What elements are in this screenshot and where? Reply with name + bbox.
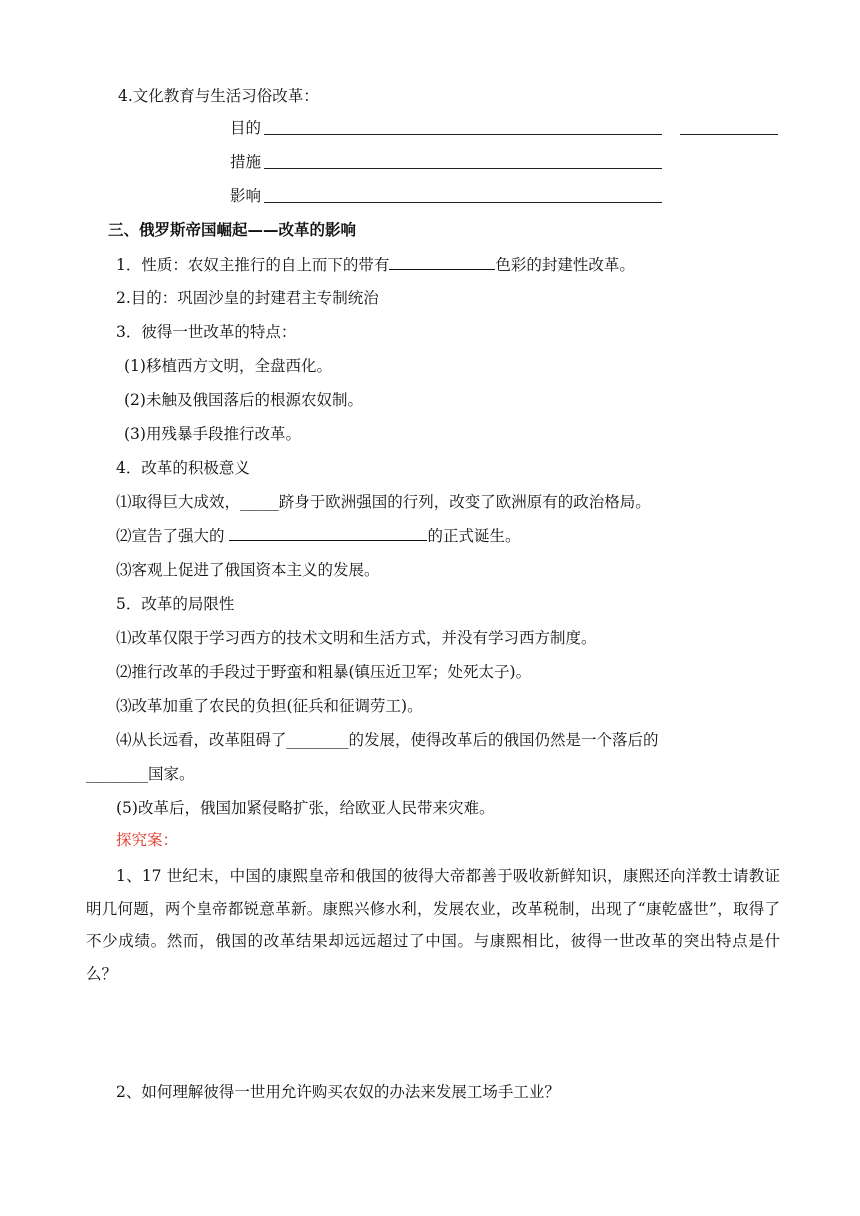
limit-4-prefix: ⑷从长远看，改革阻碍了 [116, 731, 287, 749]
limits-heading: 5．改革的局限性 [116, 595, 235, 613]
positive-1-suffix: 跻身于欧洲强国的行列，改变了欧洲原有的政治格局。 [278, 493, 651, 511]
limit-4-suffix: 的发展，使得改革后的俄国仍然是一个落后的 [348, 731, 659, 749]
limit-item-5: (5)改革后，俄国加紧侵略扩张，给欧亚人民带来灾难。 [116, 799, 495, 817]
positive-1-prefix: ⑴取得巨大成效， [116, 493, 241, 511]
nature-blank[interactable] [389, 255, 495, 270]
limit-4-blank[interactable]: ________ [286, 731, 349, 749]
positive-2-prefix: ⑵宣告了强大的 [116, 527, 225, 545]
limit-4-blank2[interactable]: ________ [86, 765, 148, 783]
positive-1-blank[interactable]: _____ [240, 493, 279, 511]
positive-2-blank[interactable] [229, 526, 427, 541]
impact-label: 影响 [230, 187, 262, 205]
purpose-line: 2.目的：巩固沙皇的封建君主专制统治 [116, 289, 379, 307]
section-title-impact: 三、俄罗斯帝国崛起——改革的影响 [108, 221, 357, 239]
nature-suffix: 色彩的封建性改革。 [495, 256, 635, 274]
section-heading-culture: 4.文化教育与生活习俗改革： [118, 87, 319, 105]
positive-item-1 [116, 492, 651, 512]
positive-heading: 4．改革的积极意义 [116, 459, 250, 477]
features-heading: 3．彼得一世改革的特点： [116, 323, 297, 341]
limit-item-4-cont [86, 764, 195, 784]
extra-answer-line[interactable] [680, 134, 778, 135]
explore-question-2: 2、如何理解彼得一世用允许购买农奴的办法来发展工场手工业？ [116, 1083, 560, 1101]
limit-4-end: 国家。 [148, 765, 195, 783]
nature-prefix: 1．性质：农奴主推行的自上而下的带有 [116, 256, 390, 274]
positive-2-suffix: 的正式诞生。 [427, 527, 521, 545]
nature-line [116, 255, 635, 275]
limit-item-1: ⑴改革仅限于学习西方的技术文明和生活方式，并没有学习西方制度。 [116, 629, 597, 647]
limit-item-4 [116, 730, 659, 750]
limit-item-3: ⑶改革加重了农民的负担(征兵和征调劳工)。 [116, 697, 423, 715]
limit-item-2: ⑵推行改革的手段过于野蛮和粗暴(镇压近卫军；处死太子)。 [116, 663, 532, 681]
measures-answer-line[interactable] [264, 168, 662, 169]
feature-item-3: (3)用残暴手段推行改革。 [124, 425, 301, 443]
explore-question-1: 1、17 世纪末，中国的康熙皇帝和俄国的彼得大帝都善于吸收新鲜知识，康熙还向洋教士请教证明几何题，两个皇帝都锐意革新。康熙兴修水利，发展农业，改革税制，出现了“康乾盛世”，取得了不少成绩。然而，俄国的改革结果却远远超过了中国。与康熙相比，彼得一世改革的突出特点是什么？ [86, 867, 780, 983]
feature-item-1: (1)移植西方文明，全盘西化。 [124, 357, 332, 375]
purpose-label: 目的 [230, 119, 262, 137]
feature-item-2: (2)未触及俄国落后的根源农奴制。 [124, 391, 363, 409]
positive-item-2 [116, 526, 520, 546]
measures-label: 措施 [230, 153, 262, 171]
impact-answer-line[interactable] [264, 202, 662, 203]
purpose-answer-line[interactable] [264, 134, 662, 135]
positive-item-3: ⑶客观上促进了俄国资本主义的发展。 [116, 561, 380, 579]
explore-heading: 探究案： [116, 831, 179, 849]
